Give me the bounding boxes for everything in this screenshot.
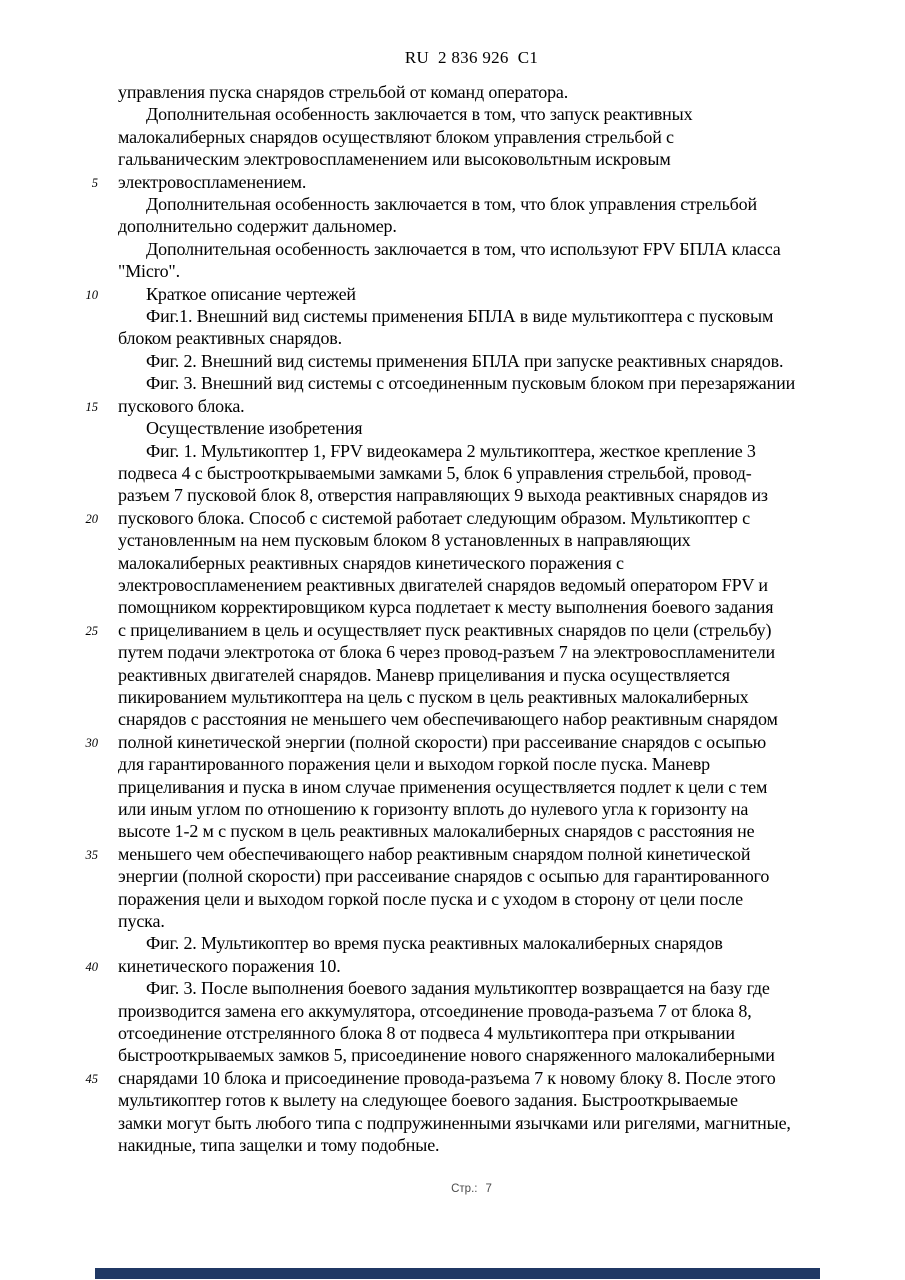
text-line: электровоспламенением.	[118, 171, 307, 192]
text-line: снарядами 10 блока и присоединение провода-разъема 7 к новому блоку 8. После этого	[118, 1067, 776, 1088]
patent-publication-number	[118, 48, 825, 68]
margin-line-number: 5	[91, 175, 98, 190]
margin-line-number: 15	[85, 399, 98, 414]
text-line-row	[118, 664, 825, 686]
text-line-row	[118, 103, 825, 125]
text-line-row	[118, 215, 825, 237]
text-line-row	[118, 462, 825, 484]
text-line-row	[118, 126, 825, 148]
text-line: Фиг. 1. Мультикоптер 1, FPV видеокамера 2 мультикоптера, жесткое крепление 3	[146, 440, 756, 461]
text-line-row	[118, 1089, 825, 1111]
text-line-row	[85, 843, 825, 865]
text-line: высоте 1-2 м с пуском в цель реактивных малокалиберных снарядов с расстояния не	[118, 821, 755, 842]
page-number: 7	[485, 1183, 492, 1195]
text-line: Дополнительная особенность заключается в том, что запуск реактивных	[146, 104, 693, 125]
text-line-row	[118, 305, 825, 327]
page-footer	[118, 1183, 825, 1195]
text-line: мультикоптер готов к вылету на следующее боевого задания. Быстрооткрываемые	[118, 1090, 738, 1111]
text-line: дополнительно содержит дальномер.	[118, 216, 397, 237]
text-line-row	[118, 350, 825, 372]
text-line: поражения цели и выходом горкой после пуска и с уходом в сторону от цели после	[118, 888, 743, 909]
margin-line-number: 30	[85, 735, 98, 750]
text-line-row	[118, 776, 825, 798]
text-line-row	[118, 148, 825, 170]
text-line: путем подачи электротока от блока 6 через провод-разъем 7 на электровоспламенители	[118, 642, 776, 663]
text-line-row	[118, 1000, 825, 1022]
text-line: пуска.	[118, 911, 165, 932]
text-line-row	[118, 708, 825, 730]
text-line-row	[118, 910, 825, 932]
margin-line-number: 20	[85, 511, 98, 526]
text-line: быстрооткрываемых замков 5, присоединение нового снаряженного малокалиберными	[118, 1045, 775, 1066]
text-line-row	[118, 327, 825, 349]
text-line-row	[118, 865, 825, 887]
text-line-row	[118, 193, 825, 215]
text-line-row	[118, 1112, 825, 1134]
text-line: пикированием мультикоптера на цель с пуском в цель реактивных малокалиберных	[118, 686, 749, 707]
text-line: малокалиберных реактивных снарядов кинетического поражения с	[118, 552, 624, 573]
footer-bar	[95, 1268, 820, 1279]
text-line: меньшего чем обеспечивающего набор реактивным снарядом полной кинетической	[118, 843, 751, 864]
margin-line-number: 10	[85, 287, 98, 302]
text-line-row	[118, 641, 825, 663]
text-line: полной кинетической энергии (полной скорости) при рассеивание снарядов с осыпью	[118, 731, 767, 752]
text-line-row	[118, 417, 825, 439]
text-line-row	[118, 552, 825, 574]
text-line: с прицеливанием в цель и осуществляет пуск реактивных снарядов по цели (стрельбу)	[118, 619, 772, 640]
text-line: или иным углом по отношению к горизонту вплоть до нулевого угла к горизонту на	[118, 799, 749, 819]
text-lines	[85, 81, 825, 1157]
text-line-row	[85, 1067, 825, 1089]
text-line-row	[118, 238, 825, 260]
text-line: замки могут быть любого типа с подпружиненными язычками или ригелями, магнитные,	[118, 1112, 791, 1133]
text-line: малокалиберных снарядов осуществляют блоком управления стрельбой с	[118, 126, 674, 147]
text-line-row	[118, 888, 825, 910]
text-line: энергии (полной скорости) при рассеивание снарядов с осыпью для гарантированного	[118, 866, 770, 887]
text-line: управления пуска снарядов стрельбой от команд оператора.	[118, 82, 569, 102]
text-line: установленным на нем пусковым блоком 8 установленных в направляющих	[118, 530, 691, 551]
text-line: Фиг. 3. Внешний вид системы с отсоединенным пусковым блоком при перезаряжании	[146, 373, 796, 394]
text-line: Фиг. 3. После выполнения боевого задания мультикоптер возвращается на базу где	[146, 978, 770, 999]
text-line-row	[118, 81, 825, 103]
text-line-row	[118, 596, 825, 618]
text-line: Фиг. 2. Внешний вид системы применения БПЛА при запуске реактивных снарядов.	[146, 350, 784, 371]
text-line: кинетического поражения 10.	[118, 955, 341, 976]
text-line: снарядов с расстояния не меньшего чем обеспечивающего набор реактивным снарядом	[118, 709, 778, 730]
margin-line-number: 25	[85, 623, 98, 638]
page-footer-label: Стр.:	[451, 1183, 478, 1195]
margin-line-number: 40	[85, 959, 98, 974]
text-line: накидные, типа защелки и тому подобные.	[118, 1135, 440, 1156]
text-line: подвеса 4 с быстрооткрываемыми замками 5, блок 6 управления стрельбой, провод-	[118, 462, 752, 483]
text-line-row	[85, 955, 825, 977]
text-line: Фиг. 2. Мультикоптер во время пуска реактивных малокалиберных снарядов	[146, 933, 723, 954]
patent-number: 2 836 926	[438, 48, 509, 67]
text-line-row	[91, 171, 825, 193]
text-line-row	[118, 260, 825, 282]
text-line-row	[85, 507, 825, 529]
text-line: блоком реактивных снарядов.	[118, 328, 342, 349]
text-line: Дополнительная особенность заключается в том, что блок управления стрельбой	[146, 194, 757, 215]
text-line-row	[118, 484, 825, 506]
text-line-row	[118, 820, 825, 842]
text-line: пускового блока.	[118, 395, 245, 416]
text-line-row	[85, 619, 825, 641]
text-line-row	[85, 283, 825, 305]
text-line: прицеливания и пуска в ином случае применения осуществляется подлет к цели с тем	[118, 776, 768, 797]
text-line: электровоспламенением реактивных двигателей снарядов ведомый оператором FPV и	[118, 574, 768, 595]
text-line: для гарантированного поражения цели и выходом горкой после пуска. Маневр	[118, 754, 711, 775]
text-line: отсоединение отстрелянного блока 8 от подвеса 4 мультикоптера при открывании	[118, 1023, 735, 1044]
margin-line-number: 35	[85, 847, 98, 862]
text-line-row	[118, 372, 825, 394]
text-line: разъем 7 пусковой блок 8, отверстия направляющих 9 выхода реактивных снарядов из	[118, 485, 768, 506]
text-line: гальваническим электровоспламенением или высоковольтным искровым	[118, 149, 671, 170]
text-line-row	[118, 529, 825, 551]
text-line: помощником корректировщиком курса подлетает к месту выполнения боевого задания	[118, 597, 774, 618]
text-line-row	[118, 574, 825, 596]
text-line: производится замена его аккумулятора, отсоединение провода-разъема 7 от блока 8,	[118, 1000, 752, 1021]
text-line-row	[85, 731, 825, 753]
text-line: Осуществление изобретения	[146, 418, 363, 439]
text-line: реактивных двигателей снарядов. Маневр прицеливания и пуска осуществляется	[118, 664, 730, 685]
patent-country-code: RU	[404, 48, 430, 67]
text-line-row	[118, 686, 825, 708]
text-line-row	[85, 395, 825, 417]
text-line: Дополнительная особенность заключается в том, что используют FPV БПЛА класса	[146, 238, 781, 259]
text-line: Фиг.1. Внешний вид системы применения БПЛА в виде мультикоптера с пусковым	[146, 306, 774, 327]
text-line-row	[118, 1044, 825, 1066]
text-line-row	[118, 1022, 825, 1044]
patent-kind-code: C1	[517, 48, 539, 67]
text-line-row	[118, 753, 825, 775]
text-line-row	[118, 440, 825, 462]
margin-line-number: 45	[85, 1071, 98, 1086]
text-line-row	[118, 798, 825, 820]
text-line: пускового блока. Способ с системой работает следующим образом. Мультикоптер с	[118, 507, 750, 528]
text-line-row	[118, 977, 825, 999]
text-line: "Micro".	[118, 261, 180, 282]
text-line-row	[118, 1134, 825, 1156]
text-line: Краткое описание чертежей	[146, 283, 356, 304]
text-line-row	[118, 932, 825, 954]
